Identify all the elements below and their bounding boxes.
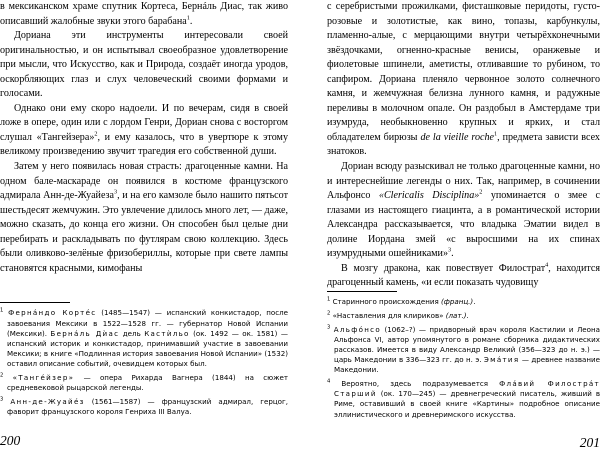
footnote-reference[interactable]: 3 bbox=[114, 188, 118, 196]
footnote-reference[interactable]: 4 bbox=[545, 261, 549, 269]
footnote: $^3$ Анн-де-Жуайéз (1561—1587) — французский адмирал, герцог, фаворит французского короля Генриха III Валуа. bbox=[0, 396, 288, 417]
footnote-term: Альфóнсо bbox=[333, 324, 382, 334]
footnote: $^3$ Альфóнсо (1062–?) — придворный врач короля Кастилии и Леона Альфонса VI, автор упомянутого в романе сборника дидактических рассказов. Имеется в виду Александр Великий (356—323 до н. э.) — царь Македонии в 336—323 гг. до н. э. Эмáтия — древнее название Македонии. bbox=[327, 324, 600, 375]
paragraph: Дориана эти инструменты интересовали своей оригинальностью, и он испытывал своеобразное удовлетворение при мысли, что Искусство, как и Природа, создаёт иногда уродов, оскорбляющих глаз и слух человеческий своими формами и голосами. bbox=[0, 30, 288, 100]
footnotes-right bbox=[327, 291, 600, 422]
footnote-term: Анн-де-Жуайéз bbox=[10, 397, 85, 407]
footnote: $^2$ «Тангéйзер» — опера Рихарда Вагнера (1844) на сюжет средневековой рыцарской легенды. bbox=[0, 372, 288, 393]
paragraph: в мексиканском храме спутник Кортеса, Бернáль Диас, так живо описавший жалобные звуки этого барабана$^1$. bbox=[0, 1, 288, 27]
footnotes-left bbox=[0, 302, 288, 419]
footnote-reference[interactable]: 3 bbox=[448, 246, 452, 254]
footnote-marker: 3 bbox=[0, 396, 4, 403]
footnote: $^1$ Фернáндо Кортéс (1485—1547) — испанский конкистадор, после завоевания Мексики в 1522—1528 гг. — губернатор Новой Испании (Мексики). Бернáль Дѝас дель Кастѝльо (ок. 1492 — ок. 1581) — испанский историк и конкистадор, принимавший участие в завоевании Мексики; в книге «Подлинная история завоевания Новой Испании» (1532) оставил описание событий, очевидцем которых был. bbox=[0, 308, 288, 369]
footnote: $^1$ Старинного происхождения (франц.). bbox=[327, 296, 476, 307]
paragraph: В мозгу дракона, как повествует Филострат$^4$, находится драгоценный камень, «и если показать чудовищу bbox=[327, 261, 600, 289]
footnote-reference[interactable]: 2 bbox=[94, 130, 98, 138]
footnote-separator-rule bbox=[0, 302, 70, 303]
footnote-reference[interactable]: 1 bbox=[494, 130, 498, 138]
footnote-marker: 3 bbox=[327, 324, 331, 331]
footnote-separator-rule bbox=[327, 291, 397, 292]
foreign-phrase: «Clericalis Disciplina» bbox=[378, 190, 480, 202]
footnote-language-tag: (франц.) bbox=[441, 297, 474, 307]
page-number-right: 201 bbox=[579, 434, 600, 450]
paragraph: Дориан всюду разыскивал не только драгоценные камни, но и интереснейшие легенды о них. Так, например, в сочинении Альфонсо «Clericalis Disciplina»$^2$ упоминается о змее с глазами из настоящего гиацинта, а в романтической истории Александра рассказывается, что владыка Эматии видел в долине Иордана змей «с выросшими на их спинах изумрудными ошейниками»$^3$. bbox=[327, 161, 600, 260]
footnote-term: Эмáтия bbox=[483, 355, 520, 365]
paragraph: Затем у него появилась новая страсть: драгоценные камни. На одном бале-маскараде он появился в костюме французского адмирала Анн-де-Жуайеза$^3$, и на его камзоле было нашито пятьсот шестьдесят жемчужин. Это увлечение длилось много лет, — даже, можно сказать, до конца его жизни. Он способен был целые дни перебирать и раскладывать по футлярам свою коллекцию. Здесь были оливково-зелёные фризобериллы, которые при свете лампы становятся красными, кимофаны bbox=[0, 161, 288, 274]
footnote-term: Фернáндо Кортéс bbox=[8, 308, 97, 318]
footnote-term: Бернáль Дѝас bbox=[50, 328, 120, 338]
footnote-reference[interactable]: 2 bbox=[479, 188, 483, 196]
page-right bbox=[300, 0, 600, 455]
footnote-marker: 1 bbox=[0, 308, 4, 315]
paragraph: Однако они ему скоро надоели. И по вечерам, сидя в своей ложе в опере, один или с лордом Генри, Дориан снова с восторгом слушал «Тангейзера»$^2$, и ему казалось, что в увертюре к этому великому произведению звучит трагедия его собственной души. bbox=[0, 102, 288, 158]
body-text-left bbox=[0, 0, 288, 276]
body-text-right bbox=[327, 0, 600, 291]
footnote-term: Флáвий Филострáт Старший bbox=[334, 379, 600, 399]
footnote-list-right bbox=[327, 297, 600, 420]
footnote-marker: 4 bbox=[327, 378, 331, 385]
paragraph: с серебристыми прожилками, фисташковые перидоты, густо-розовые и золотистые, как вино, топазы, карбункулы, пламенно-алые, с мерцающими внутри четырёхконечными звёздочками, огненно-красные венисы, оранжевые и фиолетовые шпинели, аметисты, отливавшие то рубином, то сапфиром. Дориана пленяло червонное золото солнечного камня, и жемчужная белизна лунного камня, и радужные переливы в молочном опале. Он раздобыл в Амстердаме три изумруда, необыкновенно крупных и ярких, и стал обладателем бирюзы de la vieille roche$^1$, предмета зависти всех знатоков. bbox=[327, 1, 600, 158]
footnote: $^4$ Вероятно, здесь подразумевается Флáвий Филострáт Старший (ок. 170—245) — древнегреческий писатель, живший в Риме, оставивший в своей книге «Картины» подробное описание эллинистического и древнеримского искусства. bbox=[327, 378, 600, 419]
footnote-language-tag: (лат.) bbox=[445, 310, 467, 320]
footnote: $^2$ «Наставления для клириков» (лат.). bbox=[327, 310, 469, 320]
footnote-term: «Тангéйзер» bbox=[12, 373, 75, 383]
footnote-term: Кастѝльо bbox=[144, 328, 190, 338]
page-left bbox=[0, 0, 300, 455]
footnote-marker: 2 bbox=[327, 310, 331, 317]
footnote-marker: 2 bbox=[0, 372, 4, 379]
foreign-phrase: de la vieille roche bbox=[420, 131, 494, 143]
page-number-left: 200 bbox=[0, 432, 21, 448]
footnote-list-left bbox=[0, 308, 288, 417]
footnote-reference[interactable]: 1 bbox=[186, 14, 190, 22]
footnote-marker: 1 bbox=[327, 296, 331, 303]
